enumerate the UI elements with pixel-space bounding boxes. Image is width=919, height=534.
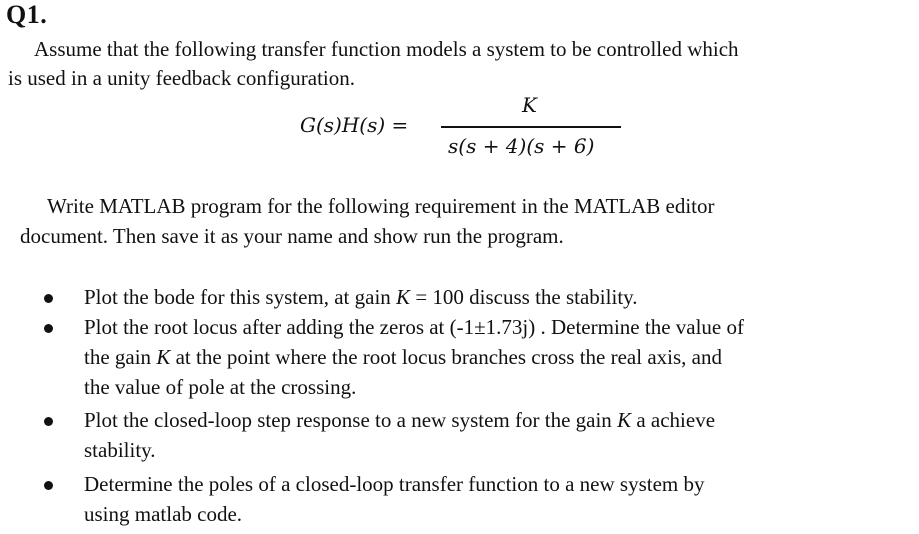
bullet-icon bbox=[44, 294, 53, 303]
bullet-1-text bbox=[84, 287, 638, 308]
bullet-3-line1-part2: a achieve bbox=[631, 408, 716, 432]
bullet-1-var: K bbox=[396, 285, 411, 309]
intro-line-2: is used in a unity feedback configuration. bbox=[8, 66, 355, 90]
bullet-2-line2-part2: at the point where the root locus branches cross the real axis, and bbox=[170, 345, 722, 369]
instruction-line-2: document. Then save it as your name and show run the program. bbox=[20, 224, 564, 248]
bullet-3-line-2: stability. bbox=[84, 438, 156, 462]
bullet-2-line-2 bbox=[84, 347, 722, 368]
bullet-2-line-3: the value of pole at the crossing. bbox=[84, 375, 357, 399]
bullet-2-line-1: Plot the root locus after adding the zeros at (-1±1.73j) . Determine the value of bbox=[84, 315, 744, 339]
bullet-3-line1-var: K bbox=[617, 408, 632, 432]
bullet-icon bbox=[44, 417, 53, 426]
bullet-4-line-2: using matlab code. bbox=[84, 502, 243, 526]
bullet-2-line2-var: K bbox=[156, 345, 171, 369]
bullet-4-line-1: Determine the poles of a closed-loop transfer function to a new system by bbox=[84, 472, 705, 496]
question-number: Q1. bbox=[6, 0, 48, 29]
bullet-3-line1-part1: Plot the closed-loop step response to a new system for the gain bbox=[84, 408, 618, 432]
instruction-line-1: Write MATLAB program for the following requirement in the MATLAB editor bbox=[47, 194, 715, 218]
bullet-1-part1: Plot the bode for this system, at gain bbox=[84, 285, 397, 309]
equation-numerator: K bbox=[522, 93, 537, 117]
fraction-bar bbox=[441, 126, 621, 128]
bullet-icon bbox=[44, 481, 53, 490]
equation-denominator: s(s + 4)(s + 6) bbox=[448, 134, 595, 158]
bullet-3-line-1 bbox=[84, 410, 715, 431]
bullet-1-part2: = 100 discuss the stability. bbox=[410, 285, 638, 309]
bullet-2-line2-part1: the gain bbox=[84, 345, 157, 369]
equation-lhs: G(s)H(s) = bbox=[300, 113, 409, 137]
bullet-icon bbox=[44, 324, 53, 333]
intro-line-1: Assume that the following transfer function models a system to be controlled which bbox=[34, 37, 739, 61]
